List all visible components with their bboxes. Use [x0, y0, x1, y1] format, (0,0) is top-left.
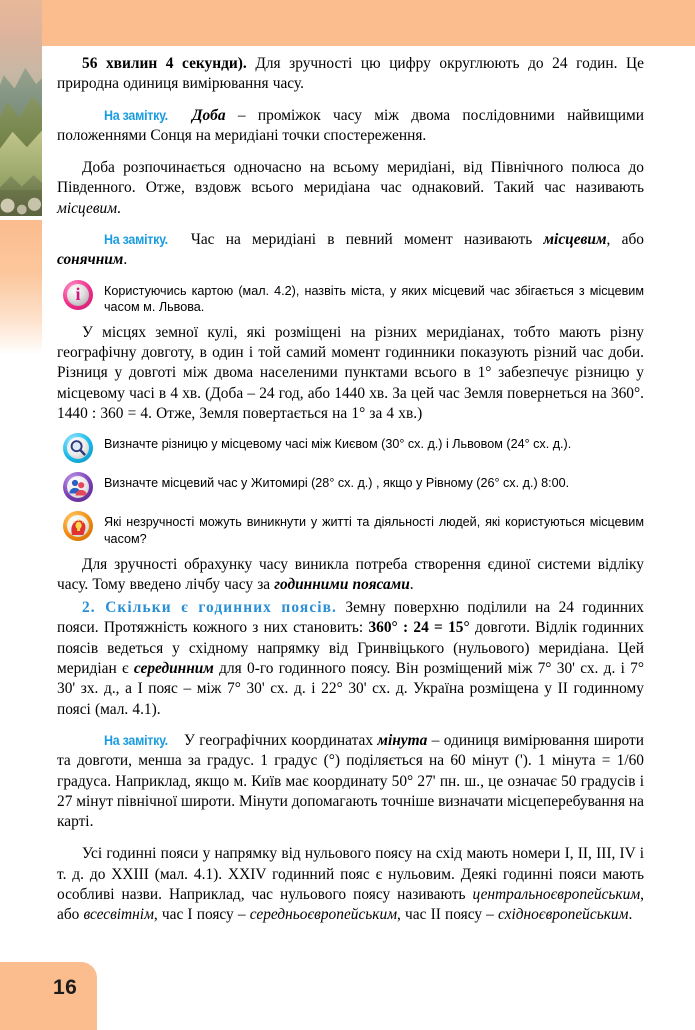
paragraph-zone-term-1: центральноєвропейським	[472, 885, 641, 903]
paragraph-doba-start	[57, 158, 644, 219]
paragraph-intro-lead: 56 хвилин 4 секунди).	[82, 55, 247, 72]
paragraph-zone-a: Усі годинні пояси у напрямку від нульового поясу на схід мають номери I, II, III, IV і т. д. до XXIII (мал. 4.1). XXIV годинний пояс є нульовим. Деякі годинні пояси мають особливі назви. Наприклад, час нульового поясу називають	[57, 845, 644, 903]
note-tag-label: На замітку.	[104, 107, 168, 124]
note-doba	[57, 106, 644, 147]
question-text-info: Користуючись картою (мал. 4.2), назвіть міста, у яких місцевий час збігається з місцевим часом м. Львова.	[104, 283, 644, 315]
paragraph-zone-e: .	[628, 906, 633, 924]
question-row-magnifier[interactable]	[63, 433, 644, 463]
note-minuta-b: – одиниця вимірювання широти та довготи, менша за градус. 1 градус (°) поділяється на 60 мінут ('). 1 мінута = 1/60 градуса. Наприклад, якщо м. Київ має координату 50° 27' пн. ш., це означає 50 градусів і 27 мінут північної широти. Мінути допомагають точніше визначати місцеперебування на карті.	[57, 731, 644, 831]
note-mistsevyi-b: , або	[606, 231, 644, 249]
paragraph-doba-term: місцевим	[57, 199, 118, 217]
page-number-box	[0, 962, 97, 1030]
question-text-idea: Які незручності можуть виникнути у житті та діяльності людей, які користуються місцевим часом?	[104, 515, 644, 546]
idea-icon	[63, 511, 93, 541]
paragraph-zone-d: , час II поясу –	[397, 906, 499, 924]
paragraph-zone-names	[57, 844, 644, 925]
paragraph-unified-system	[57, 555, 644, 596]
paragraph-zone-term-4: східноєвропейським	[498, 906, 629, 924]
section-2-formula: 360° : 24 = 15°	[368, 619, 470, 637]
note-tag-label-3: На замітку.	[104, 732, 168, 749]
paragraph-unified-b: .	[409, 575, 414, 593]
people-icon	[63, 472, 93, 502]
page-number: 16	[53, 976, 78, 999]
paragraph-unified-term: годинними поясами	[274, 575, 410, 593]
photo-rocks-layer	[0, 190, 42, 216]
note-mistsevyi-c: .	[123, 251, 128, 269]
orange-header-band	[0, 0, 695, 46]
paragraph-zone-c: , час I поясу –	[153, 906, 250, 924]
magnifier-icon	[63, 433, 93, 463]
note-mistsevyi-term-1: місцевим	[543, 231, 607, 249]
section-2-heading: 2. Скільки є годинних поясів.	[82, 599, 337, 617]
info-icon-glyph: i	[75, 284, 81, 305]
text-column	[57, 54, 644, 929]
note-doba-text: – проміжок часу між двома послідовними найвищими положеннями Сонця на меридіані точки спостереження.	[57, 106, 644, 144]
info-icon	[63, 280, 93, 310]
note-minuta-a: У географічних координатах	[179, 731, 378, 749]
note-mistsevyi-term-2: сонячним	[57, 251, 124, 269]
mountain-landscape-photo	[0, 0, 42, 216]
section-2-paragraph	[57, 598, 644, 720]
paragraph-doba-start-a: Доба розпочинається одночасно на всьому меридіані, від Північного полюса до Південного. Отже, вздовж всього меридіана час однаковий. Такий час називають	[57, 159, 644, 197]
question-row-people[interactable]	[63, 472, 644, 502]
orange-side-gradient	[0, 220, 42, 355]
paragraph-zone-b: , або	[57, 885, 644, 924]
paragraph-unified-a: Для зручності обрахунку часу виникла потреба створення єдиної системи відліку часу. Тому введено лічбу часу за	[57, 555, 644, 593]
note-mistsevyi-a: Час на меридіані в певний момент називають	[179, 231, 544, 249]
paragraph-zone-term-2: всесвітнім	[83, 906, 154, 924]
note-mistsevyi	[57, 230, 644, 271]
question-row-idea[interactable]	[63, 511, 644, 547]
note-doba-term: Доба	[191, 106, 226, 124]
question-text-people: Визначте місцевий час у Житомирі (28° сх. д.) , якщо у Рівному (26° сх. д.) 8:00.	[104, 476, 570, 491]
section-2-term: серединним	[133, 660, 214, 678]
paragraph-doba-start-b: .	[117, 199, 121, 217]
paragraph-longitude: У місцях земної кулі, які розміщені на різних меридіанах, тобто мають різну географічну довготу, в один і той самий момент годинники показують різний час доби. Різниця у довготі між двома населеними пунктами всього в 1° забезпечує різницю у місцевому часі в 4 хв. (Доба – 24 год, або 1440 хв. За цей час Земля повернеться на 360°. 1440 : 360 = 4. Отже, Земля повертається на 1° за 4 хв.)	[57, 323, 644, 423]
question-row-info[interactable]	[63, 280, 644, 316]
paragraph-zone-term-3: середньоєвропейським	[249, 906, 398, 924]
paragraph-intro	[57, 54, 644, 95]
question-text-magnifier: Визначте різницю у місцевому часі між Києвом (30° сх. д.) і Львовом (24° сх. д.).	[104, 437, 572, 452]
note-minuta	[57, 731, 644, 832]
section-2-b: довготи. Відлік годинних поясів ведеться у східному напрямку від Гринвіцького (нульового) меридіана. Цей меридіан є	[57, 619, 644, 678]
paragraph-intro-rest: Для зручності цю цифру округлюють до 24 годин. Це природна одиниця вимірювання часу.	[57, 55, 644, 93]
section-2-c: для 0-го годинного поясу. Він розміщений між 7° 30' сх. д. і 7° 30' зх. д., а I пояс – між 7° 30' сх. д. і 22° 30' сх. д. Україна розміщена у II годинному поясі (мал. 4.1).	[57, 660, 645, 718]
note-minuta-term: мінута	[377, 731, 428, 749]
note-tag-label-2: На замітку.	[104, 232, 168, 249]
section-2-a: Земну поверхню поділили на 24 годинних пояси. Протяжність кожного з них становить:	[57, 599, 645, 637]
